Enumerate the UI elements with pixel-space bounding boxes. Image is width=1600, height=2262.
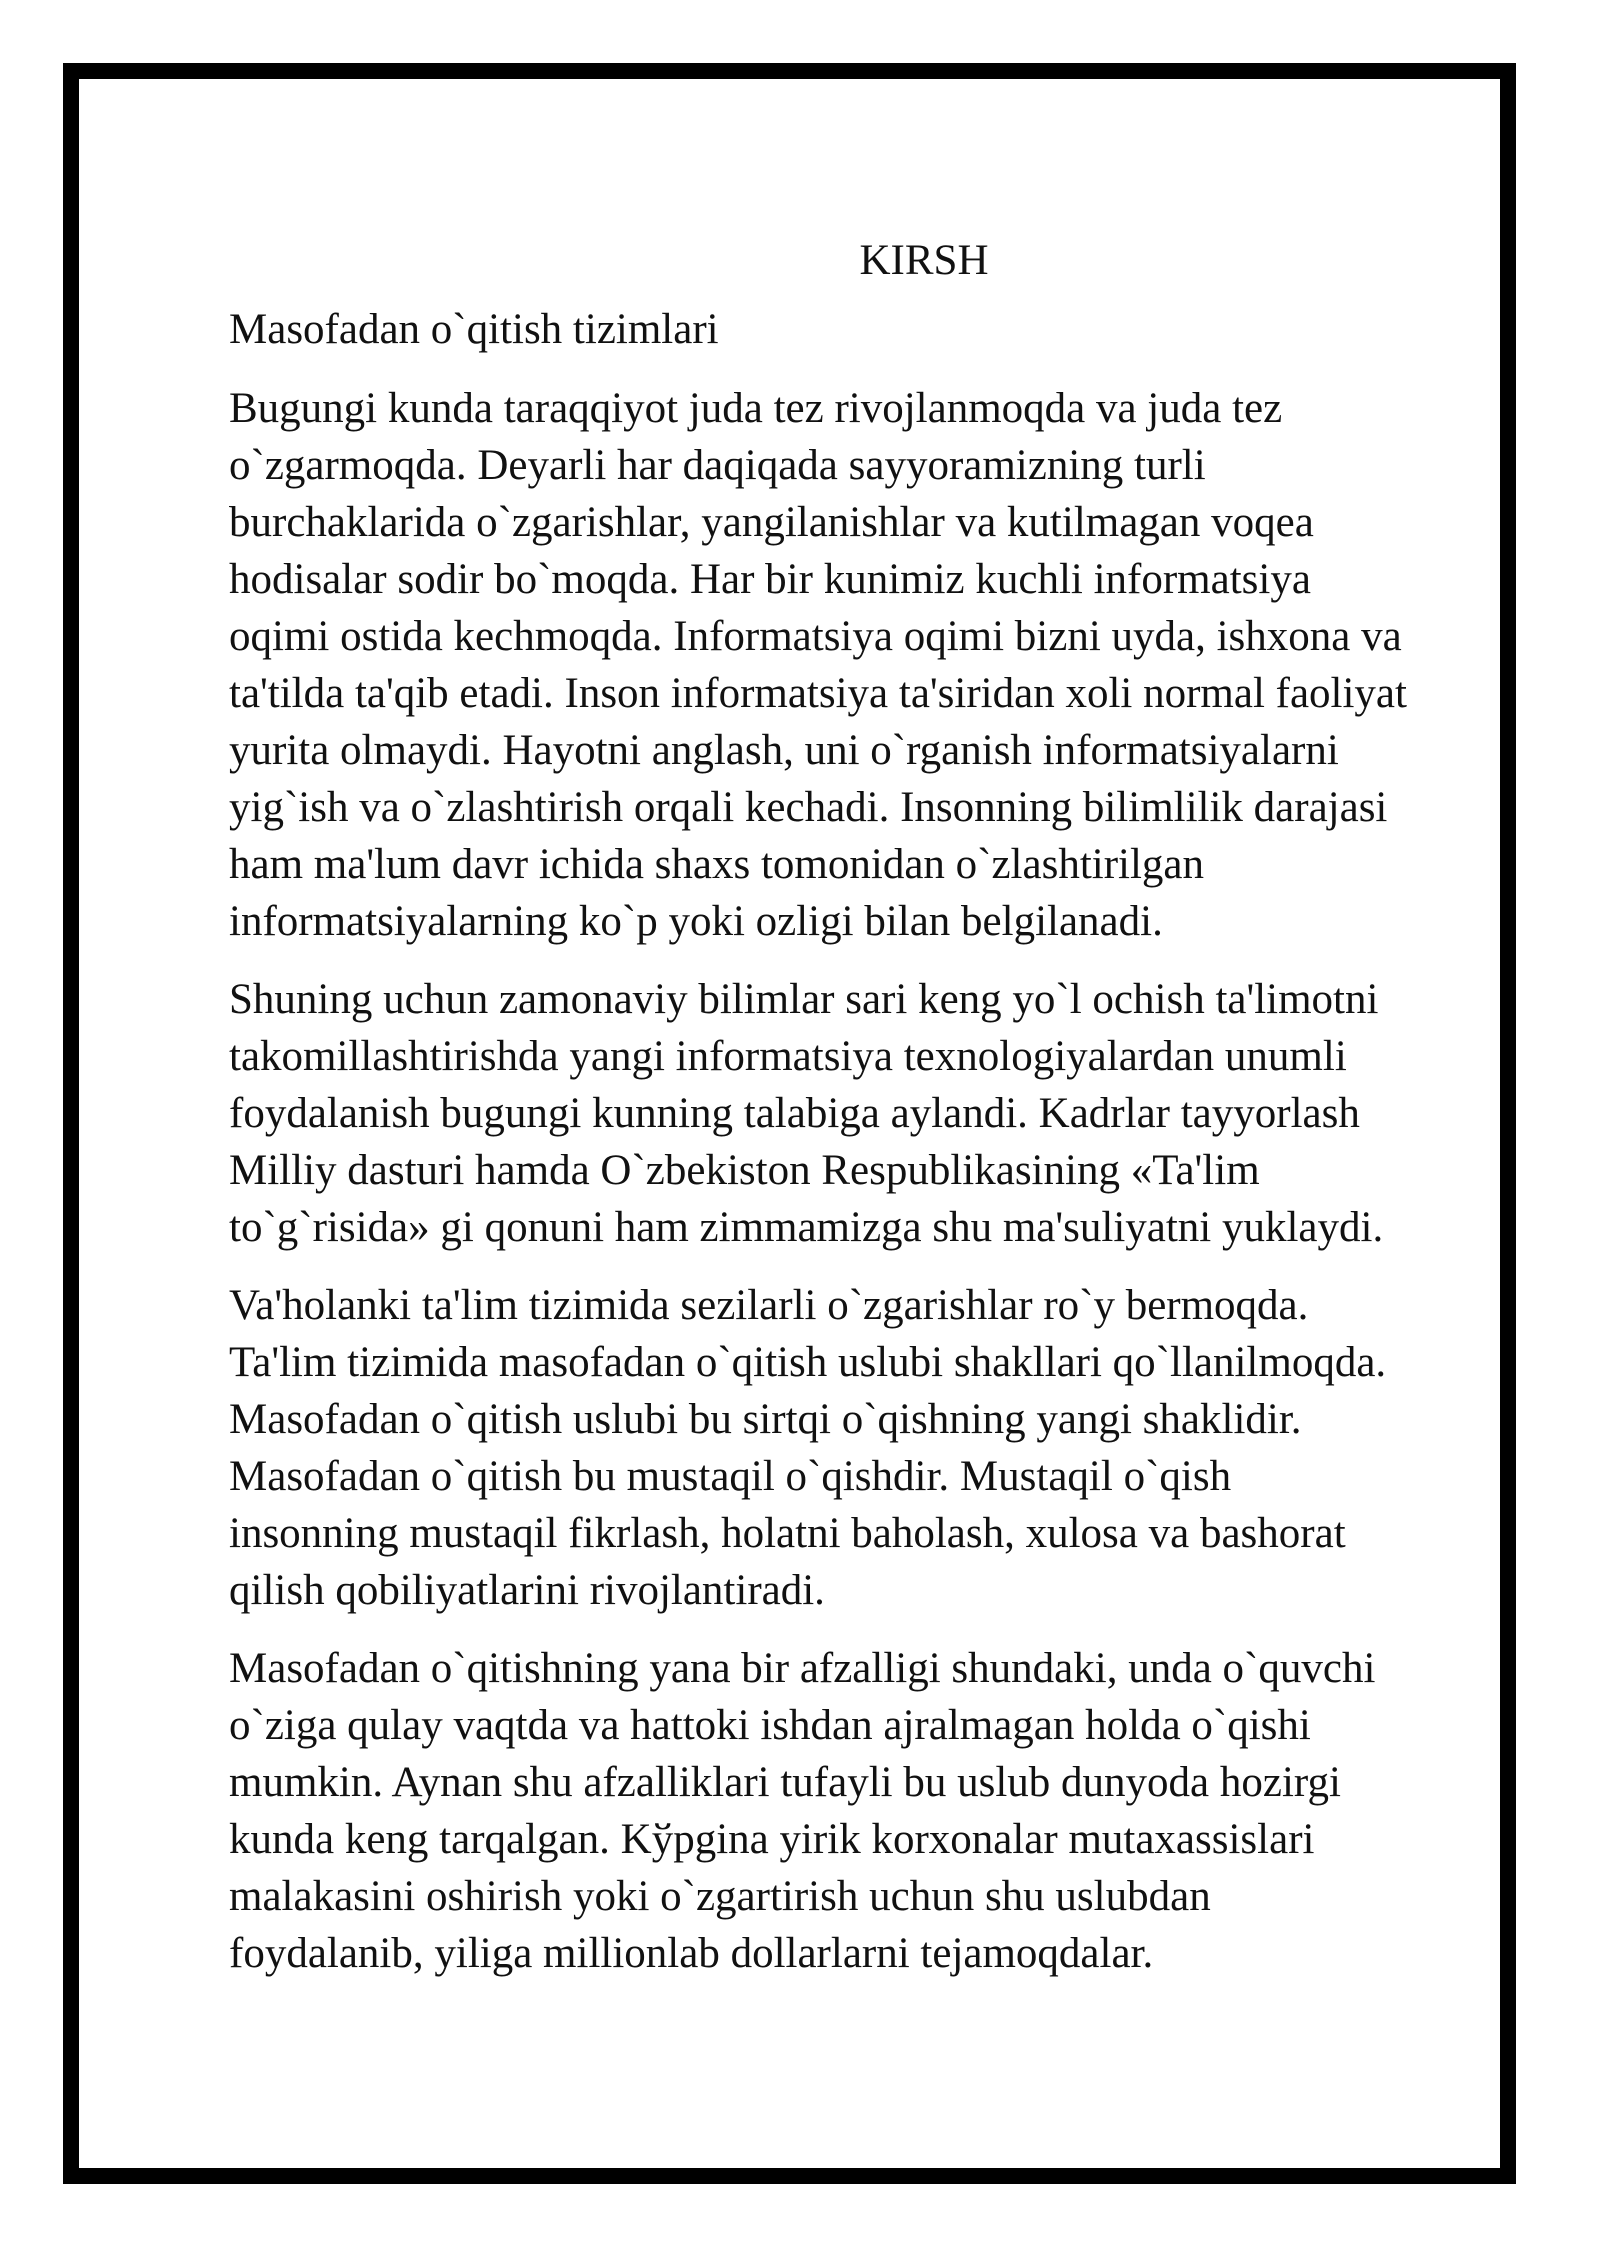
paragraph-1: Bugungi kunda taraqqiyot juda tez rivojlanmoqda va juda tez o`zgarmoqda. Deyarli har daqiqada sayyoramizning turli burchaklarida o`zgarishlar, yangilanishlar va kutilmagan voqea hodisalar sodir bo`moqda. Har bir kunimiz kuchli informatsiya oqimi ostida kechmoqda. Informatsiya oqimi bizni uyda, ishxona va ta'tilda ta'qib etadi. Inson informatsiya ta'siridan xoli normal faoliyat yurita olmaydi. Hayotni anglash, uni o`rganish informatsiyalarni yig`ish va o`zlashtirish orqali kechadi. Insonning bilimlilik darajasi ham ma'lum davr ichida shaxs tomonidan o`zlashtirilgan informatsiyalarning ko`p yoki ozligi bilan belgilanadi.: [229, 385, 1407, 945]
page-title: KIRSH: [859, 237, 989, 284]
document-body: [229, 232, 1499, 2003]
paragraph-2: Shuning uchun zamonaviy bilimlar sari keng yo`l ochish ta'limotni takomillashtirishda yangi informatsiya texnologiyalardan unumli foydalanish bugungi kunning talabiga aylandi. Kadrlar tayyorlash Milliy dasturi hamda O`zbekiston Respublikasining «Ta'lim to`g`risida» gi qonuni ham zimmamizga shu ma'suliyatni yuklaydi.: [229, 976, 1384, 1251]
paragraph-4: Masofadan o`qitishning yana bir afzalligi shundaki, unda o`quvchi o`ziga qulay vaqtda va hattoki ishdan ajralmagan holda o`qishi mumkin. Aynan shu afzalliklari tufayli bu uslub dunyoda hozirgi kunda keng tarqalgan. Kўpgina yirik korxonalar mutaxassislari malakasini oshirish yoki o`zgartirish uchun shu uslubdan foydalanib, yiliga millionlab dollarlarni tejamoqdalar.: [229, 1645, 1376, 1977]
section-subtitle: Masofadan o`qitish tizimlari: [229, 306, 719, 353]
paragraph-3: Va'holanki ta'lim tizimida sezilarli o`zgarishlar ro`y bermoqda. Ta'lim tizimida masofadan o`qitish uslubi shakllari qo`llanilmoqda. Masofadan o`qitish uslubi bu sirtqi o`qishning yangi shaklidir. Masofadan o`qitish bu mustaqil o`qishdir. Mustaqil o`qish insonning mustaqil fikrlash, holatni baholash, xulosa va bashorat qilish qobiliyatlarini rivojlantiradi.: [229, 1282, 1387, 1614]
